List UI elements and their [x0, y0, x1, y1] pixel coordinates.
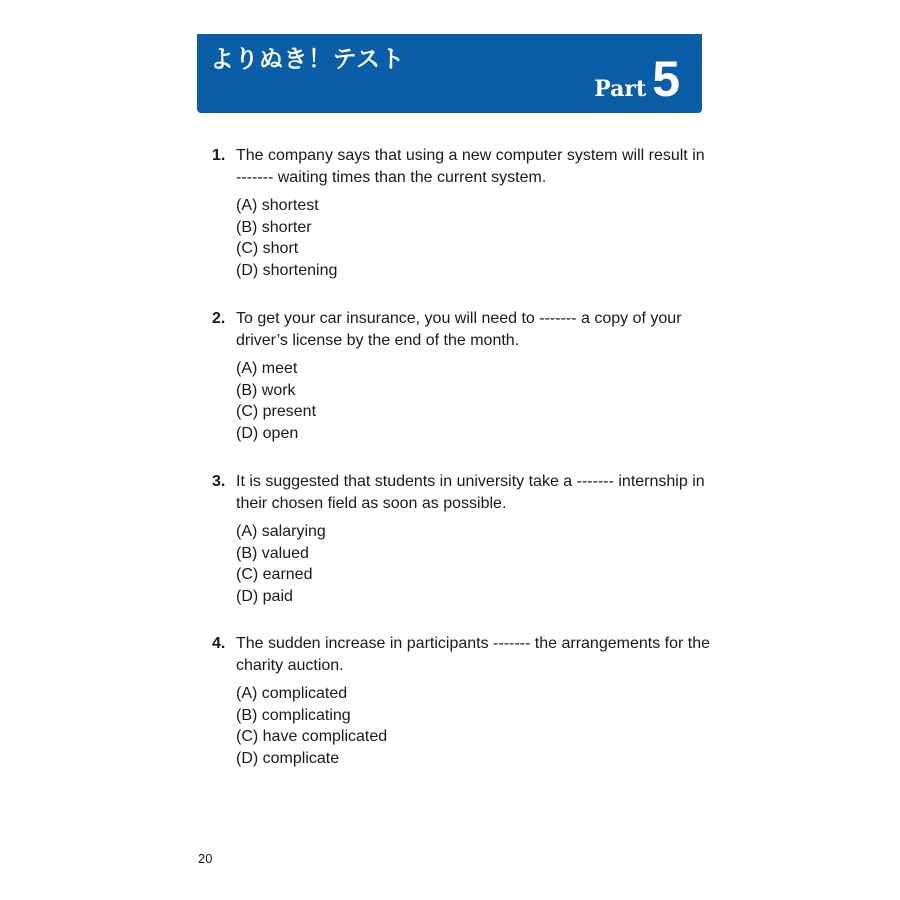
question-number: 3.: [212, 473, 226, 490]
section-header-banner: [197, 34, 702, 113]
answer-option-c: (C) short: [236, 240, 299, 257]
question-stem: [212, 633, 712, 677]
question-stem: [212, 145, 712, 189]
answer-option-b: (B) complicating: [236, 706, 351, 724]
question-2: [212, 308, 712, 444]
question-text: It is suggested that students in university take a ------- internship in their chosen field as soon as possible.: [236, 473, 705, 512]
answer-options: [212, 683, 712, 769]
answer-option-d: (D) shortening: [236, 261, 338, 279]
answer-option-b: (B) valued: [236, 544, 309, 562]
question-number: 4.: [212, 635, 226, 652]
answer-option-d: (D) complicate: [236, 749, 340, 767]
question-stem: [212, 471, 712, 515]
answer-option-a: (A) meet: [236, 360, 298, 377]
part-label: Part: [594, 76, 647, 102]
question-text: To get your car insurance, you will need to ------- a copy of your driver’s license by the end of the month.: [236, 310, 682, 349]
answer-option-a: (A) salarying: [236, 523, 326, 540]
section-title: よりぬき！テスト: [210, 45, 406, 73]
page-number: 20: [198, 851, 213, 866]
question-text: The sudden increase in participants ------- the arrangements for the charity auction.: [236, 635, 710, 674]
question-3: [212, 471, 712, 607]
question-text: The company says that using a new computer system will result in ------- waiting times than the current system.: [236, 147, 705, 186]
question-4: [212, 633, 712, 769]
answer-option-b: (B) work: [236, 381, 296, 399]
answer-option-c: (C) earned: [236, 566, 313, 583]
question-number: 2.: [212, 310, 226, 327]
question-number: 1.: [212, 147, 226, 164]
answer-option-b: (B) shorter: [236, 218, 312, 236]
question-stem: [212, 308, 712, 352]
answer-option-d: (D) paid: [236, 587, 293, 605]
answer-option-c: (C) have complicated: [236, 728, 388, 745]
answer-options: [212, 195, 712, 281]
part-number: 5: [652, 51, 680, 107]
answer-option-a: (A) shortest: [236, 197, 319, 214]
answer-option-a: (A) complicated: [236, 685, 348, 702]
answer-option-d: (D) open: [236, 424, 299, 442]
question-1: [212, 145, 712, 281]
answer-options: [212, 521, 712, 607]
answer-option-c: (C) present: [236, 403, 317, 420]
answer-options: [212, 358, 712, 444]
part-indicator: [594, 51, 680, 107]
